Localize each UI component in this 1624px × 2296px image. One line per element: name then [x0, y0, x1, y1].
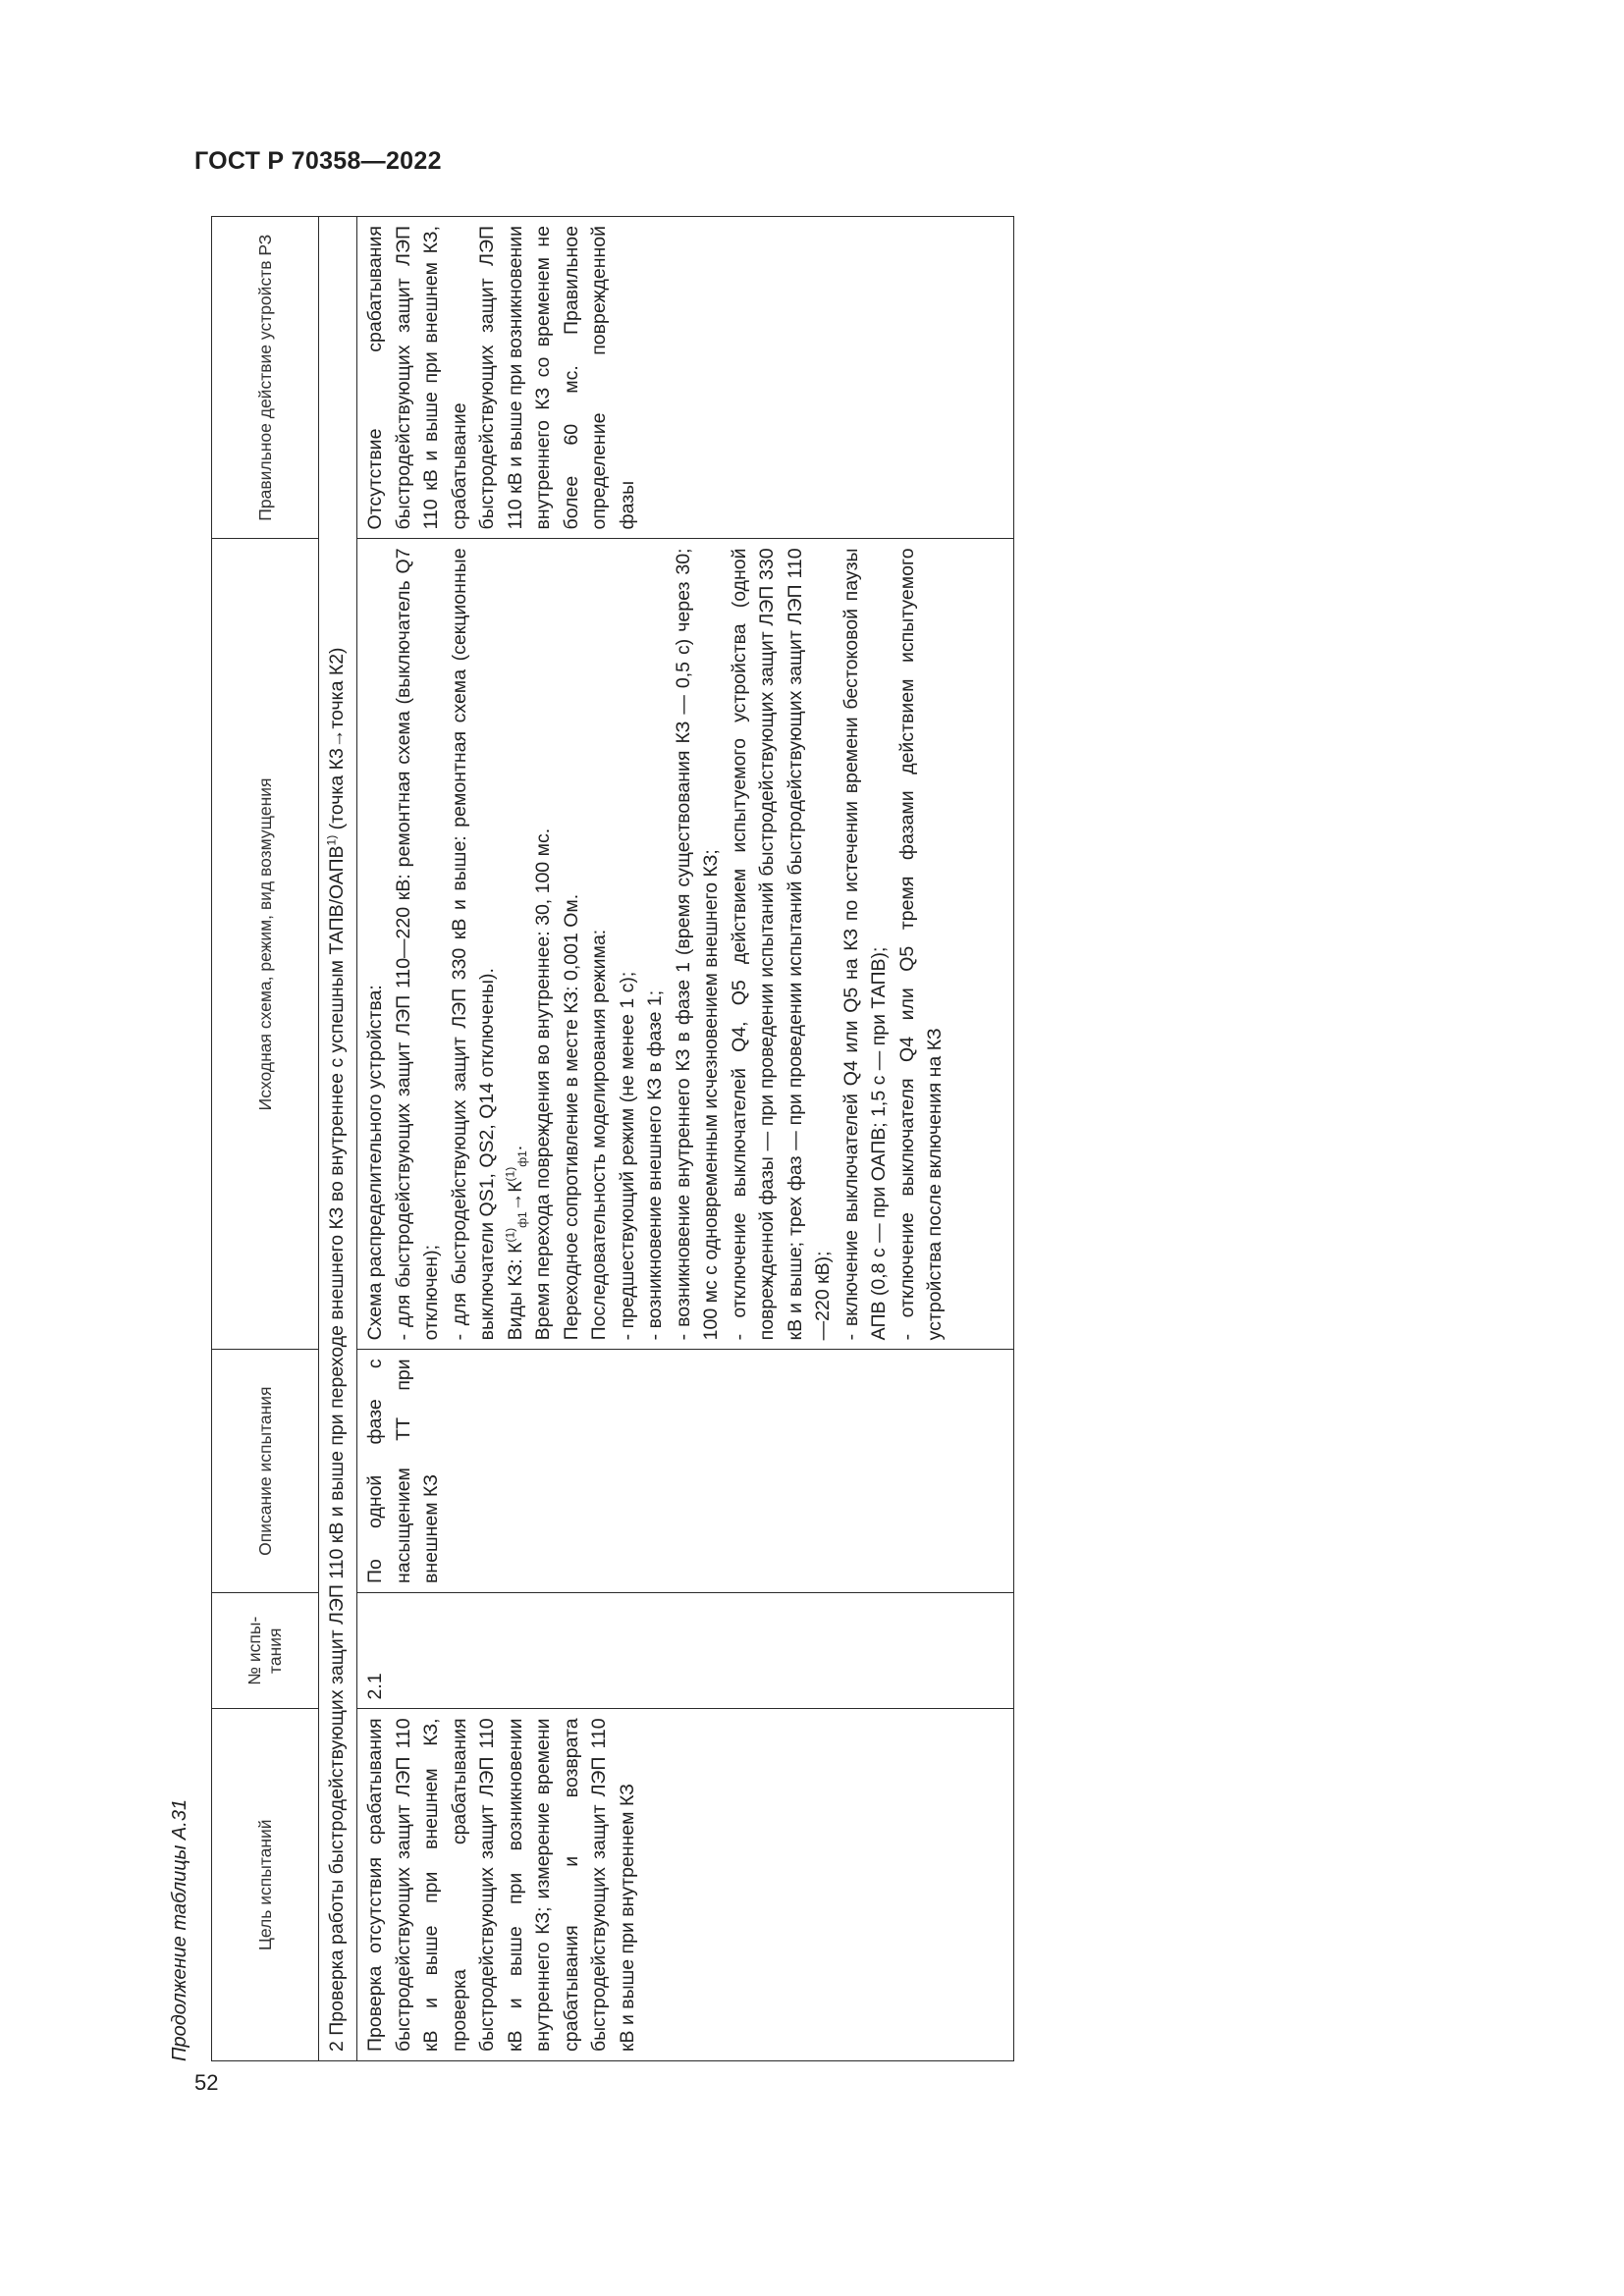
header-scheme: Исходная схема, режим, вид возмущения: [212, 539, 319, 1350]
scheme-line: Время перехода повреждения во внутреннее: 30, 100 мс.: [532, 828, 554, 1341]
section-row: [319, 217, 357, 2061]
scheme-line: Схема распределительного устройства:: [364, 985, 386, 1341]
scheme-line: - возникновение внутреннего КЗ в фазе 1 (время существования КЗ — 0,5 с) через 30; 100 мс с одновременным исчезновением внешнего КЗ;: [672, 548, 722, 1341]
header-test-number: № испы-тания: [212, 1593, 319, 1709]
table-caption: Продолжение таблицы А.31: [169, 1798, 190, 2061]
rotated-table-region: [169, 206, 1020, 2071]
scheme-line: Последовательность моделирования режима:: [588, 929, 610, 1341]
scheme-line: - отключение выключателей Q4, Q5 действием испытуемого устройства (одной поврежденной фазы — при проведении испытаний быстродействующих защит ЛЭП 330 кВ и выше; трех фаз — при проведении испытаний быстродействующих защит ЛЭП 110—220 кВ);: [728, 548, 834, 1341]
fault-types-line: Виды КЗ: $К^{(1)}_{ф1}\to К^{(1)}_{ф1}$.: [503, 1145, 529, 1341]
cell-scheme: [357, 539, 1014, 1350]
scheme-line: - для быстродействующих защит ЛЭП 110—220 кВ: ремонтная схема (выключатель Q7 отключен);: [392, 548, 442, 1341]
footnote-mark: 1): [324, 834, 339, 846]
page-number: 52: [194, 2070, 219, 2095]
scheme-line: - для быстродействующих защит ЛЭП 330 кВ и выше: ремонтная схема (секционные выключатели QS1, QS2, Q14 отключены).: [448, 548, 498, 1341]
scheme-line: - предшествующий режим (не менее 1 с);: [616, 971, 638, 1341]
scheme-line: - включение выключателей Q4 или Q5 на КЗ по истечении времени бестоковой паузы АПВ (0,8 с — при ОАПВ; 1,5 с — при ТАПВ);: [839, 548, 890, 1341]
cell-test-number: 2.1: [357, 1593, 1014, 1709]
cell-result: Отсутствие срабатывания быстродействующих защит ЛЭП 110 кВ и выше при внешнем КЗ, срабатывание быстродействующих защит ЛЭП 110 кВ и выше при возникновении внутреннего КЗ со временем не более 60 мс. Правильное определение поврежденной фазы: [357, 217, 1014, 539]
header-description: Описание испытания: [212, 1350, 319, 1593]
cell-goal: Проверка отсутствия срабатывания быстродействующих защит ЛЭП 110 кВ и выше при внешнем КЗ, проверка срабатывания быстродействующих защит ЛЭП 110 кВ и выше при возникновении внутреннего КЗ; измерение времени срабатывания и возврата быстродействующих защит ЛЭП 110 кВ и выше при внутреннем КЗ: [357, 1709, 1014, 2061]
header-result: Правильное действие устройств РЗ: [212, 217, 319, 539]
section-title: 2 Проверка работы быстродействующих защит ЛЭП 110 кВ и выше при переходе внешнего КЗ во внутреннее с успешным ТАПВ/ОАПВ$^{1)}$ (точка К3→точка К2): [319, 217, 357, 2061]
scheme-line: - возникновение внешнего КЗ в фазе 1;: [644, 989, 666, 1341]
scheme-line: - отключение выключателя Q4 или Q5 тремя фазами действием испытуемого устройства после включения на КЗ: [895, 548, 946, 1341]
header-goal: Цель испытаний: [212, 1709, 319, 2061]
scheme-line: Переходное сопротивление в месте КЗ: 0,001 Ом.: [560, 893, 582, 1341]
cell-description: По одной фазе с насыщением ТТ при внешнем КЗ: [357, 1350, 1014, 1593]
table-row: [357, 217, 1014, 2061]
document-id: ГОСТ Р 70358—2022: [194, 147, 442, 175]
table-header-row: [212, 217, 319, 2061]
test-table: [211, 216, 1014, 2061]
